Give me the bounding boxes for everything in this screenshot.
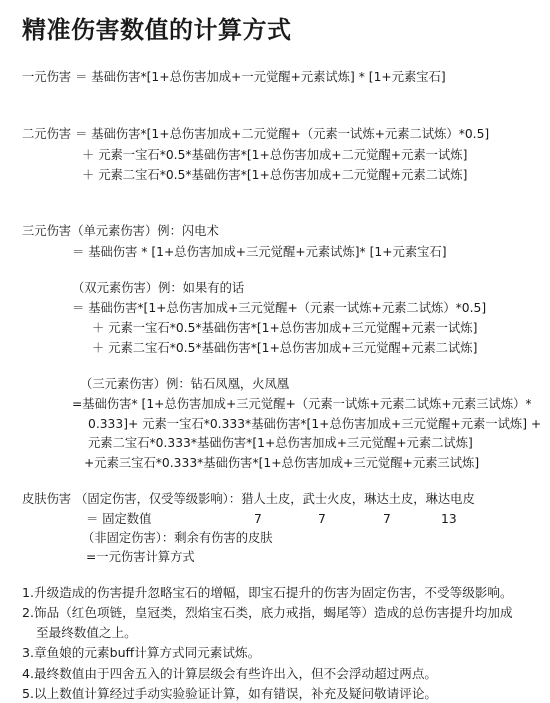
note-item: 2.饰品（红色项链，皇冠类，烈焰宝石类，底力戒指，蝎尾等）造成的总伤害提升均加成 [22, 605, 513, 620]
three-element-dual-heading: （双元素伤害）例：如果有的话 [72, 281, 245, 295]
three-element-dual-line: ＝ 基础伤害*[1+总伤害加成+三元觉醒+（元素一试炼+元素二试炼）*0.5] [72, 301, 487, 315]
note-item: 4.最终数值由于四舍五入的计算层级会有些许出入，但不会浮动超过两点。 [22, 666, 438, 681]
two-element-formula-line: ＋ 元素二宝石*0.5*基础伤害*[1+总伤害加成+二元觉醒+元素二试炼] [82, 168, 468, 182]
note-item: 5.以上数值计算经过手动实验验证计算，如有错误，补充及疑问敬请评论。 [22, 686, 438, 701]
page-title: 精准伤害数值的计算方式 [22, 16, 292, 44]
skin-fixed-label: ＝ 固定数值 [86, 512, 152, 526]
two-element-formula-line: ＋ 元素一宝石*0.5*基础伤害*[1+总伤害加成+二元觉醒+元素一试炼] [82, 148, 468, 162]
skin-fixed-value: 13 [441, 512, 457, 526]
three-element-tri-line: =基础伤害* [1+总伤害加成+三元觉醒+（元素一试炼+元素二试炼+元素三试炼）* [72, 397, 532, 411]
three-element-tri-line: +元素三宝石*0.333*基础伤害*[1+总伤害加成+三元觉醒+元素三试炼] [84, 456, 480, 470]
skin-nonfixed-heading: （非固定伤害）：剩余有伤害的皮肤 [82, 531, 273, 545]
note-item: 3.章鱼娘的元素buff计算方式同元素试炼。 [22, 645, 261, 660]
three-element-dual-line: ＋ 元素一宝石*0.5*基础伤害*[1+总伤害加成+三元觉醒+元素一试炼] [92, 321, 478, 335]
three-element-tri-line: 元素二宝石*0.333*基础伤害*[1+总伤害加成+三元觉醒+元素二试炼] [88, 436, 473, 450]
two-element-formula-line: 二元伤害 ＝ 基础伤害*[1+总伤害加成+二元觉醒+（元素一试炼+元素二试炼）*0.5] [22, 127, 490, 141]
skin-nonfixed-formula: =一元伤害计算方式 [86, 550, 195, 564]
three-element-tri-heading: （三元素伤害）例：钻石凤凰，火凤凰 [80, 377, 290, 391]
three-element-heading: 三元伤害（单元素伤害）例：闪电术 [22, 224, 219, 238]
three-element-single-formula: ＝ 基础伤害 * [1+总伤害加成+三元觉醒+元素试炼]* [1+元素宝石] [72, 245, 447, 259]
one-element-formula: 一元伤害 ＝ 基础伤害*[1+总伤害加成+一元觉醒+元素试炼] * [1+元素宝石] [22, 70, 446, 84]
skin-fixed-value: 7 [383, 512, 391, 526]
three-element-dual-line: ＋ 元素二宝石*0.5*基础伤害*[1+总伤害加成+三元觉醒+元素二试炼] [92, 341, 478, 355]
note-item: 1.升级造成的伤害提升忽略宝石的增幅，即宝石提升的伤害为固定伤害，不受等级影响。 [22, 585, 513, 600]
skin-damage-heading: 皮肤伤害 （固定伤害，仅受等级影响）：猎人土皮，武士火皮，琳达土皮，琳达电皮 [22, 492, 475, 506]
skin-fixed-value: 7 [318, 512, 326, 526]
three-element-tri-line: 0.333]+ 元素一宝石*0.333*基础伤害*[1+总伤害加成+三元觉醒+元素一试炼] + [88, 417, 542, 431]
skin-fixed-value: 7 [254, 512, 262, 526]
note-item-continued: 至最终数值之上。 [36, 625, 137, 640]
